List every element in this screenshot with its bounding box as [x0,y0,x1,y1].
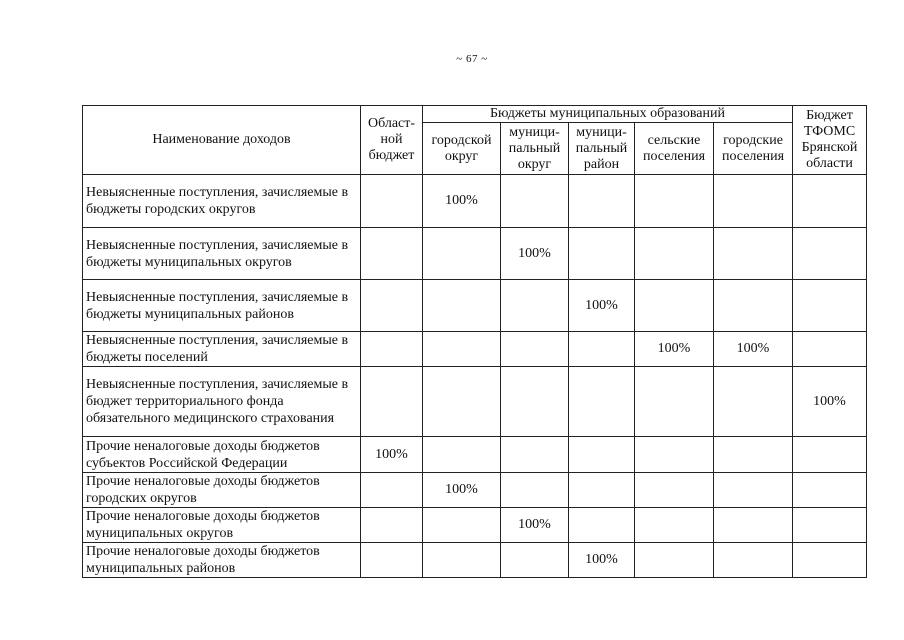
cell-municipal-raion: 100% [569,280,635,332]
row-income-name: Прочие неналоговые доходы бюджетов муниципальных округов [83,508,361,543]
cell-regional [361,543,423,578]
row-income-name: Прочие неналоговые доходы бюджетов субъектов Российской Федерации [83,437,361,473]
header-city-district: городской округ [423,123,501,175]
table-row [83,280,867,332]
cell-rural [635,175,714,228]
cell-rural [635,508,714,543]
row-income-name: Невыясненные поступления, зачисляемые в бюджеты муниципальных районов [83,280,361,332]
page-number: ~ 67 ~ [456,53,488,65]
income-distribution-table [82,105,867,578]
cell-urban [714,543,793,578]
header-rural-settlements: сельские поселения [635,123,714,175]
cell-city-district [423,437,501,473]
header-municipal-budgets: Бюджеты муниципальных образований [423,106,793,123]
row-income-name: Невыясненные поступления, зачисляемые в бюджеты поселений [83,332,361,367]
header-income-name: Наименование доходов [83,106,361,175]
cell-municipal-okrug: 100% [501,508,569,543]
cell-municipal-raion [569,228,635,280]
row-income-name: Прочие неналоговые доходы бюджетов городских округов [83,473,361,508]
cell-regional [361,508,423,543]
header-municipal-okrug: муници- пальный округ [501,123,569,175]
cell-tfoms [793,543,867,578]
cell-tfoms [793,437,867,473]
cell-city-district [423,367,501,437]
cell-municipal-raion [569,367,635,437]
header-urban-settlements: городские поселения [714,123,793,175]
cell-municipal-okrug: 100% [501,228,569,280]
header-municipal-raion: муници- пальный район [569,123,635,175]
cell-regional [361,175,423,228]
cell-rural [635,228,714,280]
cell-municipal-okrug [501,367,569,437]
cell-municipal-raion [569,508,635,543]
cell-city-district [423,280,501,332]
cell-regional [361,228,423,280]
cell-rural [635,473,714,508]
cell-urban [714,280,793,332]
cell-municipal-okrug [501,175,569,228]
cell-rural [635,437,714,473]
cell-regional [361,280,423,332]
row-income-name: Невыясненные поступления, зачисляемые в бюджеты городских округов [83,175,361,228]
table-row [83,473,867,508]
cell-regional [361,473,423,508]
row-income-name: Невыясненные поступления, зачисляемые в бюджеты муниципальных округов [83,228,361,280]
cell-city-district [423,332,501,367]
cell-rural [635,367,714,437]
cell-municipal-okrug [501,543,569,578]
table-row [83,332,867,367]
cell-tfoms: 100% [793,367,867,437]
cell-tfoms [793,332,867,367]
cell-urban [714,228,793,280]
cell-city-district [423,228,501,280]
table-row [83,175,867,228]
cell-municipal-raion [569,332,635,367]
cell-urban [714,508,793,543]
cell-tfoms [793,280,867,332]
table-row [83,367,867,437]
cell-urban [714,473,793,508]
cell-regional [361,332,423,367]
cell-tfoms [793,508,867,543]
cell-rural: 100% [635,332,714,367]
cell-urban: 100% [714,332,793,367]
cell-city-district: 100% [423,175,501,228]
cell-municipal-okrug [501,332,569,367]
table-body [83,175,867,578]
cell-municipal-okrug [501,473,569,508]
cell-tfoms [793,175,867,228]
table-row [83,437,867,473]
table-header [83,106,867,175]
cell-city-district [423,508,501,543]
cell-city-district [423,543,501,578]
table-row [83,508,867,543]
row-income-name: Прочие неналоговые доходы бюджетов муниципальных районов [83,543,361,578]
table-row [83,228,867,280]
cell-city-district: 100% [423,473,501,508]
cell-municipal-raion [569,437,635,473]
cell-rural [635,543,714,578]
cell-tfoms [793,228,867,280]
header-regional-budget: Област- ной бюджет [361,106,423,175]
cell-urban [714,437,793,473]
cell-urban [714,367,793,437]
table-row [83,543,867,578]
cell-municipal-okrug [501,437,569,473]
cell-urban [714,175,793,228]
cell-regional: 100% [361,437,423,473]
cell-regional [361,367,423,437]
cell-municipal-raion [569,175,635,228]
row-income-name: Невыясненные поступления, зачисляемые в бюджет территориального фонда обязательного медицинского страхования [83,367,361,437]
cell-tfoms [793,473,867,508]
cell-municipal-raion: 100% [569,543,635,578]
cell-municipal-raion [569,473,635,508]
cell-rural [635,280,714,332]
cell-municipal-okrug [501,280,569,332]
header-tfoms-budget: Бюджет ТФОМС Брянской области [793,106,867,175]
